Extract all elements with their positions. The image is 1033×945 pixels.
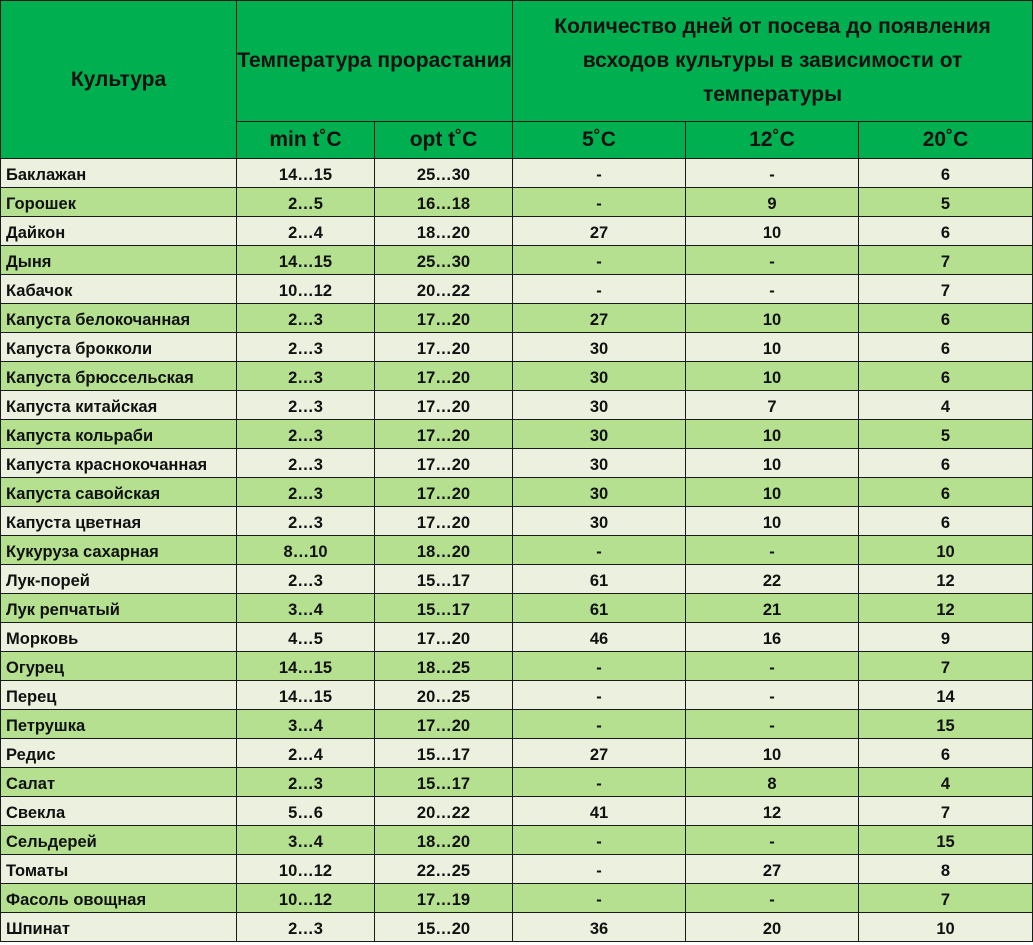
table-row — [1, 362, 1033, 391]
cell-min-temp: 3…4 — [237, 826, 375, 855]
cell-days-12c: - — [686, 159, 859, 188]
cell-days-20c: 4 — [859, 391, 1033, 420]
cell-days-20c: 6 — [859, 449, 1033, 478]
cell-days-5c: 30 — [513, 362, 686, 391]
cell-opt-temp: 17…20 — [375, 478, 513, 507]
cell-days-12c: 21 — [686, 594, 859, 623]
cell-culture: Горошек — [1, 188, 237, 217]
cell-days-12c: - — [686, 884, 859, 913]
cell-culture: Фасоль овощная — [1, 884, 237, 913]
table-row — [1, 594, 1033, 623]
cell-days-5c: 30 — [513, 478, 686, 507]
table-row — [1, 478, 1033, 507]
table-row — [1, 826, 1033, 855]
cell-days-5c: 61 — [513, 565, 686, 594]
table-row — [1, 304, 1033, 333]
cell-opt-temp: 17…20 — [375, 362, 513, 391]
cell-days-12c: 10 — [686, 449, 859, 478]
cell-min-temp: 3…4 — [237, 594, 375, 623]
cell-min-temp: 2…3 — [237, 565, 375, 594]
cell-days-12c: 10 — [686, 507, 859, 536]
cell-opt-temp: 18…25 — [375, 652, 513, 681]
cell-culture: Капуста брюссельская — [1, 362, 237, 391]
cell-min-temp: 2…3 — [237, 449, 375, 478]
cell-opt-temp: 18…20 — [375, 217, 513, 246]
cell-days-20c: 7 — [859, 275, 1033, 304]
cell-days-12c: - — [686, 681, 859, 710]
cell-days-12c: 10 — [686, 478, 859, 507]
cell-days-20c: 15 — [859, 710, 1033, 739]
cell-days-20c: 7 — [859, 797, 1033, 826]
cell-culture: Редис — [1, 739, 237, 768]
table-row — [1, 275, 1033, 304]
table-row — [1, 768, 1033, 797]
cell-days-5c: 27 — [513, 304, 686, 333]
cell-days-12c: - — [686, 246, 859, 275]
cell-culture: Капуста белокочанная — [1, 304, 237, 333]
cell-days-20c: 10 — [859, 536, 1033, 565]
cell-min-temp: 5…6 — [237, 797, 375, 826]
cell-culture: Огурец — [1, 652, 237, 681]
header-opt-temp: opt t˚C — [375, 122, 513, 159]
cell-days-5c: 27 — [513, 739, 686, 768]
cell-culture: Капуста цветная — [1, 507, 237, 536]
table-row — [1, 565, 1033, 594]
cell-days-12c: 7 — [686, 391, 859, 420]
cell-min-temp: 14…15 — [237, 246, 375, 275]
cell-days-5c: - — [513, 652, 686, 681]
table-row — [1, 420, 1033, 449]
header-days-5c: 5˚C — [513, 122, 686, 159]
cell-opt-temp: 15…20 — [375, 913, 513, 942]
cell-opt-temp: 16…18 — [375, 188, 513, 217]
cell-opt-temp: 17…20 — [375, 449, 513, 478]
cell-days-5c: 30 — [513, 420, 686, 449]
cell-days-12c: - — [686, 652, 859, 681]
cell-opt-temp: 20…22 — [375, 797, 513, 826]
cell-days-5c: - — [513, 768, 686, 797]
table-row — [1, 623, 1033, 652]
cell-min-temp: 14…15 — [237, 652, 375, 681]
cell-days-20c: 12 — [859, 565, 1033, 594]
cell-culture: Томаты — [1, 855, 237, 884]
cell-culture: Кабачок — [1, 275, 237, 304]
cell-culture: Морковь — [1, 623, 237, 652]
cell-culture: Капуста кольраби — [1, 420, 237, 449]
cell-days-20c: 15 — [859, 826, 1033, 855]
cell-days-5c: 30 — [513, 507, 686, 536]
cell-opt-temp: 20…25 — [375, 681, 513, 710]
cell-days-20c: 6 — [859, 507, 1033, 536]
cell-opt-temp: 25…30 — [375, 246, 513, 275]
cell-opt-temp: 20…22 — [375, 275, 513, 304]
cell-days-20c: 12 — [859, 594, 1033, 623]
cell-opt-temp: 15…17 — [375, 594, 513, 623]
cell-days-12c: - — [686, 826, 859, 855]
cell-min-temp: 2…3 — [237, 478, 375, 507]
cell-min-temp: 2…4 — [237, 217, 375, 246]
cell-days-5c: 41 — [513, 797, 686, 826]
cell-days-20c: 6 — [859, 333, 1033, 362]
cell-days-5c: 27 — [513, 217, 686, 246]
table-row — [1, 217, 1033, 246]
cell-days-12c: 10 — [686, 304, 859, 333]
cell-days-5c: - — [513, 826, 686, 855]
cell-min-temp: 2…3 — [237, 333, 375, 362]
cell-culture: Лук-порей — [1, 565, 237, 594]
cell-min-temp: 2…3 — [237, 420, 375, 449]
cell-min-temp: 2…4 — [237, 739, 375, 768]
table-header — [1, 1, 1033, 159]
cell-culture: Салат — [1, 768, 237, 797]
table-row — [1, 652, 1033, 681]
cell-days-5c: - — [513, 710, 686, 739]
cell-culture: Шпинат — [1, 913, 237, 942]
cell-min-temp: 2…3 — [237, 391, 375, 420]
header-min-temp: min t˚C — [237, 122, 375, 159]
table-row — [1, 681, 1033, 710]
cell-days-20c: 7 — [859, 246, 1033, 275]
cell-opt-temp: 17…20 — [375, 710, 513, 739]
table-row — [1, 333, 1033, 362]
cell-min-temp: 14…15 — [237, 159, 375, 188]
table-row — [1, 159, 1033, 188]
cell-days-5c: 46 — [513, 623, 686, 652]
cell-days-20c: 10 — [859, 913, 1033, 942]
cell-days-12c: 16 — [686, 623, 859, 652]
cell-days-12c: 12 — [686, 797, 859, 826]
cell-opt-temp: 18…20 — [375, 826, 513, 855]
cell-opt-temp: 17…19 — [375, 884, 513, 913]
cell-days-12c: 9 — [686, 188, 859, 217]
table-row — [1, 913, 1033, 942]
table-row — [1, 710, 1033, 739]
cell-opt-temp: 25…30 — [375, 159, 513, 188]
cell-days-20c: 7 — [859, 884, 1033, 913]
cell-opt-temp: 17…20 — [375, 391, 513, 420]
cell-culture: Капуста брокколи — [1, 333, 237, 362]
cell-days-20c: 6 — [859, 304, 1033, 333]
cell-days-20c: 6 — [859, 478, 1033, 507]
cell-days-5c: 30 — [513, 333, 686, 362]
cell-opt-temp: 17…20 — [375, 623, 513, 652]
cell-days-5c: - — [513, 884, 686, 913]
cell-days-20c: 7 — [859, 652, 1033, 681]
cell-days-5c: - — [513, 855, 686, 884]
table-row — [1, 739, 1033, 768]
cell-days-5c: - — [513, 275, 686, 304]
cell-days-5c: - — [513, 188, 686, 217]
table-body — [1, 159, 1033, 942]
cell-min-temp: 10…12 — [237, 855, 375, 884]
cell-culture: Сельдерей — [1, 826, 237, 855]
header-days-12c: 12˚C — [686, 122, 859, 159]
cell-opt-temp: 18…20 — [375, 536, 513, 565]
cell-days-5c: - — [513, 536, 686, 565]
table-row — [1, 507, 1033, 536]
cell-days-5c: 36 — [513, 913, 686, 942]
cell-min-temp: 2…3 — [237, 913, 375, 942]
header-days-to-emergence: Количество дней от посева до появления всходов культуры в зависимости от температуры — [513, 1, 1033, 122]
cell-opt-temp: 15…17 — [375, 565, 513, 594]
table-row — [1, 797, 1033, 826]
cell-opt-temp: 17…20 — [375, 333, 513, 362]
cell-days-20c: 6 — [859, 739, 1033, 768]
table-row — [1, 391, 1033, 420]
cell-days-12c: 22 — [686, 565, 859, 594]
cell-days-12c: 10 — [686, 217, 859, 246]
cell-culture: Дыня — [1, 246, 237, 275]
cell-min-temp: 2…3 — [237, 304, 375, 333]
cell-opt-temp: 15…17 — [375, 768, 513, 797]
cell-days-12c: 20 — [686, 913, 859, 942]
cell-min-temp: 2…3 — [237, 507, 375, 536]
table-row — [1, 449, 1033, 478]
cell-min-temp: 2…5 — [237, 188, 375, 217]
cell-min-temp: 10…12 — [237, 884, 375, 913]
cell-days-5c: 30 — [513, 391, 686, 420]
cell-culture: Свекла — [1, 797, 237, 826]
cell-days-5c: - — [513, 159, 686, 188]
cell-min-temp: 2…3 — [237, 362, 375, 391]
cell-culture: Капуста савойская — [1, 478, 237, 507]
cell-days-20c: 5 — [859, 188, 1033, 217]
cell-opt-temp: 17…20 — [375, 420, 513, 449]
cell-culture: Лук репчатый — [1, 594, 237, 623]
cell-days-5c: - — [513, 246, 686, 275]
table-row — [1, 188, 1033, 217]
cell-min-temp: 4…5 — [237, 623, 375, 652]
table-row — [1, 855, 1033, 884]
cell-culture: Дайкон — [1, 217, 237, 246]
cell-culture: Перец — [1, 681, 237, 710]
cell-days-12c: - — [686, 536, 859, 565]
cell-min-temp: 2…3 — [237, 768, 375, 797]
cell-min-temp: 3…4 — [237, 710, 375, 739]
cell-days-12c: - — [686, 275, 859, 304]
cell-days-20c: 5 — [859, 420, 1033, 449]
cell-culture: Кукуруза сахарная — [1, 536, 237, 565]
cell-days-5c: 30 — [513, 449, 686, 478]
cell-days-12c: 8 — [686, 768, 859, 797]
cell-days-20c: 8 — [859, 855, 1033, 884]
cell-min-temp: 8…10 — [237, 536, 375, 565]
cell-days-12c: 10 — [686, 333, 859, 362]
cell-days-20c: 4 — [859, 768, 1033, 797]
cell-min-temp: 14…15 — [237, 681, 375, 710]
cell-opt-temp: 15…17 — [375, 739, 513, 768]
header-days-20c: 20˚C — [859, 122, 1033, 159]
cell-days-12c: 10 — [686, 739, 859, 768]
cell-days-20c: 9 — [859, 623, 1033, 652]
header-culture: Культура — [1, 1, 237, 159]
cell-days-20c: 6 — [859, 159, 1033, 188]
cell-opt-temp: 17…20 — [375, 304, 513, 333]
table-row — [1, 246, 1033, 275]
cell-days-20c: 14 — [859, 681, 1033, 710]
header-germination-temperature: Температура прорастания — [237, 1, 513, 122]
cell-days-5c: 61 — [513, 594, 686, 623]
cell-days-5c: - — [513, 681, 686, 710]
cell-days-12c: 27 — [686, 855, 859, 884]
table-row — [1, 884, 1033, 913]
cell-culture: Капуста китайская — [1, 391, 237, 420]
cell-days-20c: 6 — [859, 362, 1033, 391]
cell-culture: Баклажан — [1, 159, 237, 188]
cell-opt-temp: 17…20 — [375, 507, 513, 536]
cell-culture: Капуста краснокочанная — [1, 449, 237, 478]
cell-culture: Петрушка — [1, 710, 237, 739]
cell-days-20c: 6 — [859, 217, 1033, 246]
cell-days-12c: 10 — [686, 362, 859, 391]
cell-opt-temp: 22…25 — [375, 855, 513, 884]
cell-days-12c: 10 — [686, 420, 859, 449]
table-row — [1, 536, 1033, 565]
cell-min-temp: 10…12 — [237, 275, 375, 304]
cell-days-12c: - — [686, 710, 859, 739]
